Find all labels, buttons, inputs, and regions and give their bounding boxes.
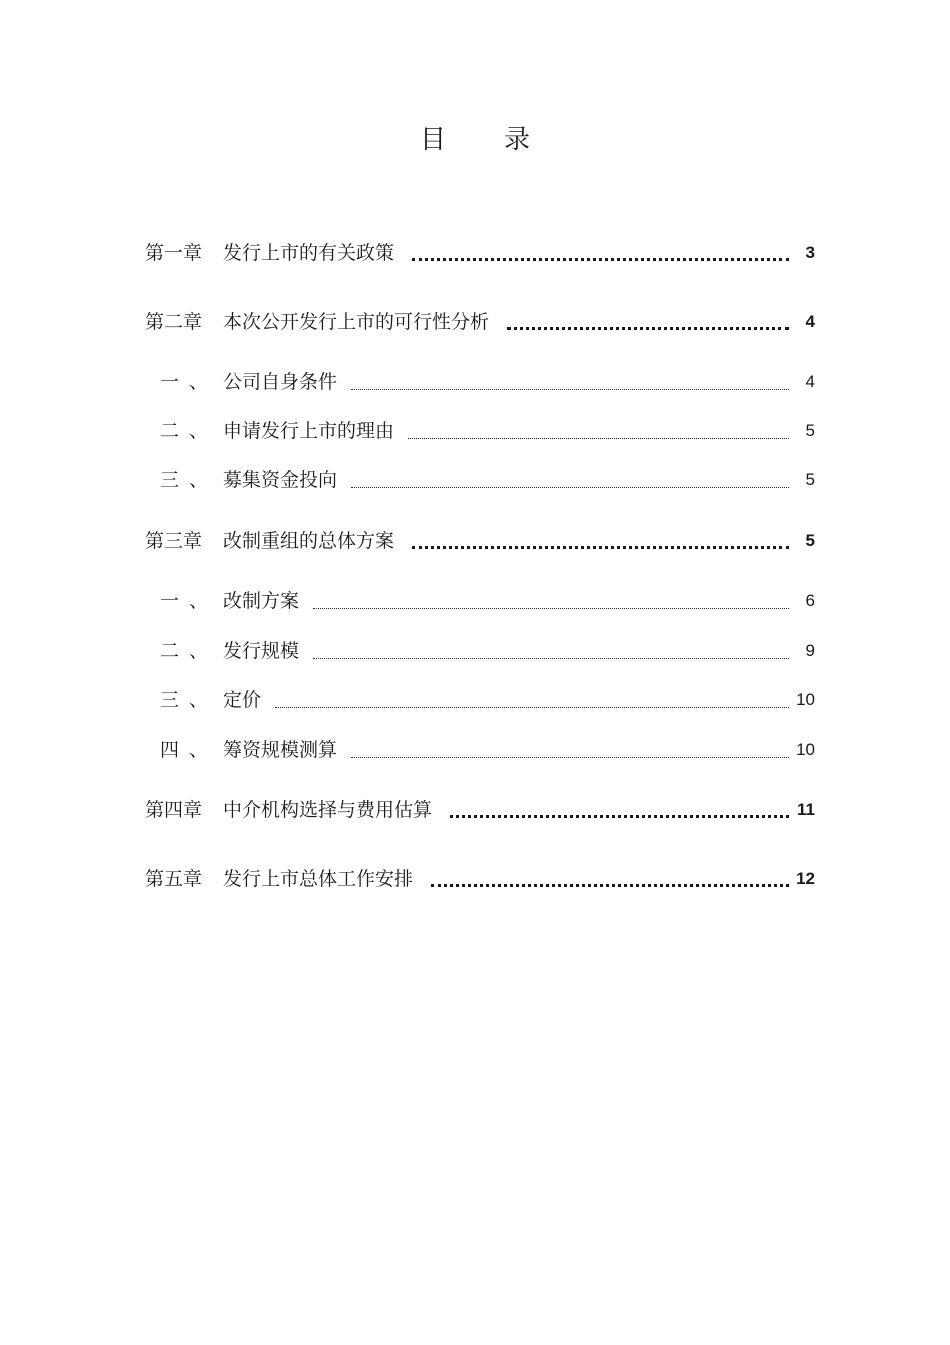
dot-leader (507, 327, 789, 330)
toc-entry-page: 6 (805, 591, 815, 610)
toc-entry-number: 三、 (160, 469, 219, 491)
toc-entry-page: 4 (805, 312, 815, 331)
toc-entry-label: 公司自身条件 (223, 371, 338, 393)
toc-entry-label: 募集资金投向 (223, 469, 338, 491)
toc-entry-label: 中介机构选择与费用估算 (223, 799, 433, 821)
toc-entry-number: 一、 (160, 590, 219, 612)
toc-entry-label: 改制重组的总体方案 (223, 530, 395, 552)
toc-entry-section-2-2[interactable] (160, 414, 815, 444)
dot-leader (351, 487, 789, 488)
dot-leader (412, 546, 789, 549)
toc-entry-chapter-1[interactable] (145, 236, 815, 266)
toc-entry-section-3-4[interactable] (160, 733, 815, 763)
toc-entry-label: 本次公开发行上市的可行性分析 (223, 311, 490, 333)
toc-entry-number: 第四章 (145, 799, 203, 821)
toc-entry-section-3-3[interactable] (160, 683, 815, 713)
dot-leader (450, 815, 789, 818)
toc-entry-page: 10 (796, 690, 815, 709)
toc-entry-number: 第二章 (145, 311, 203, 333)
toc-entry-section-3-2[interactable] (160, 634, 815, 664)
toc-entry-page: 9 (805, 641, 815, 660)
toc-entry-page: 3 (805, 243, 815, 262)
dot-leader (431, 884, 789, 887)
toc-entry-chapter-5[interactable] (145, 862, 815, 892)
toc-entry-label: 定价 (223, 689, 262, 711)
toc-entry-label: 申请发行上市的理由 (223, 420, 395, 442)
toc-entry-label: 改制方案 (223, 590, 300, 612)
toc-entry-number: 第五章 (145, 868, 203, 890)
toc-entry-page: 10 (796, 740, 815, 759)
toc-entry-chapter-2[interactable] (145, 305, 815, 335)
toc-entry-number: 二、 (160, 420, 219, 442)
page-title: 目录 (419, 125, 588, 155)
dot-leader (313, 608, 789, 609)
toc-entry-label: 发行上市总体工作安排 (223, 868, 414, 890)
toc-entry-page: 5 (805, 421, 815, 440)
toc-entry-chapter-3[interactable] (145, 524, 815, 554)
dot-leader (351, 757, 789, 758)
toc-entry-page: 12 (796, 869, 815, 888)
toc-entry-number: 第一章 (145, 242, 203, 264)
toc-entry-page: 11 (797, 800, 815, 819)
toc-entry-label: 筹资规模测算 (223, 739, 338, 761)
dot-leader (275, 707, 789, 708)
toc-entry-number: 一、 (160, 371, 219, 393)
toc-entry-label: 发行规模 (223, 640, 300, 662)
toc-entry-page: 5 (805, 531, 815, 550)
toc-entry-number: 二、 (160, 640, 219, 662)
toc-entry-section-3-1[interactable] (160, 584, 815, 614)
toc-entry-number: 三、 (160, 689, 219, 711)
toc-entry-label: 发行上市的有关政策 (223, 242, 395, 264)
toc-entry-page: 5 (805, 470, 815, 489)
toc-entry-page: 4 (805, 372, 815, 391)
dot-leader (313, 658, 789, 659)
toc-entry-section-2-3[interactable] (160, 463, 815, 493)
dot-leader (412, 258, 789, 261)
dot-leader (351, 389, 789, 390)
toc-entry-number: 四、 (160, 739, 219, 761)
toc-entry-section-2-1[interactable] (160, 365, 815, 395)
dot-leader (408, 438, 789, 439)
toc-entry-chapter-4[interactable] (145, 793, 815, 823)
toc-entry-number: 第三章 (145, 530, 203, 552)
